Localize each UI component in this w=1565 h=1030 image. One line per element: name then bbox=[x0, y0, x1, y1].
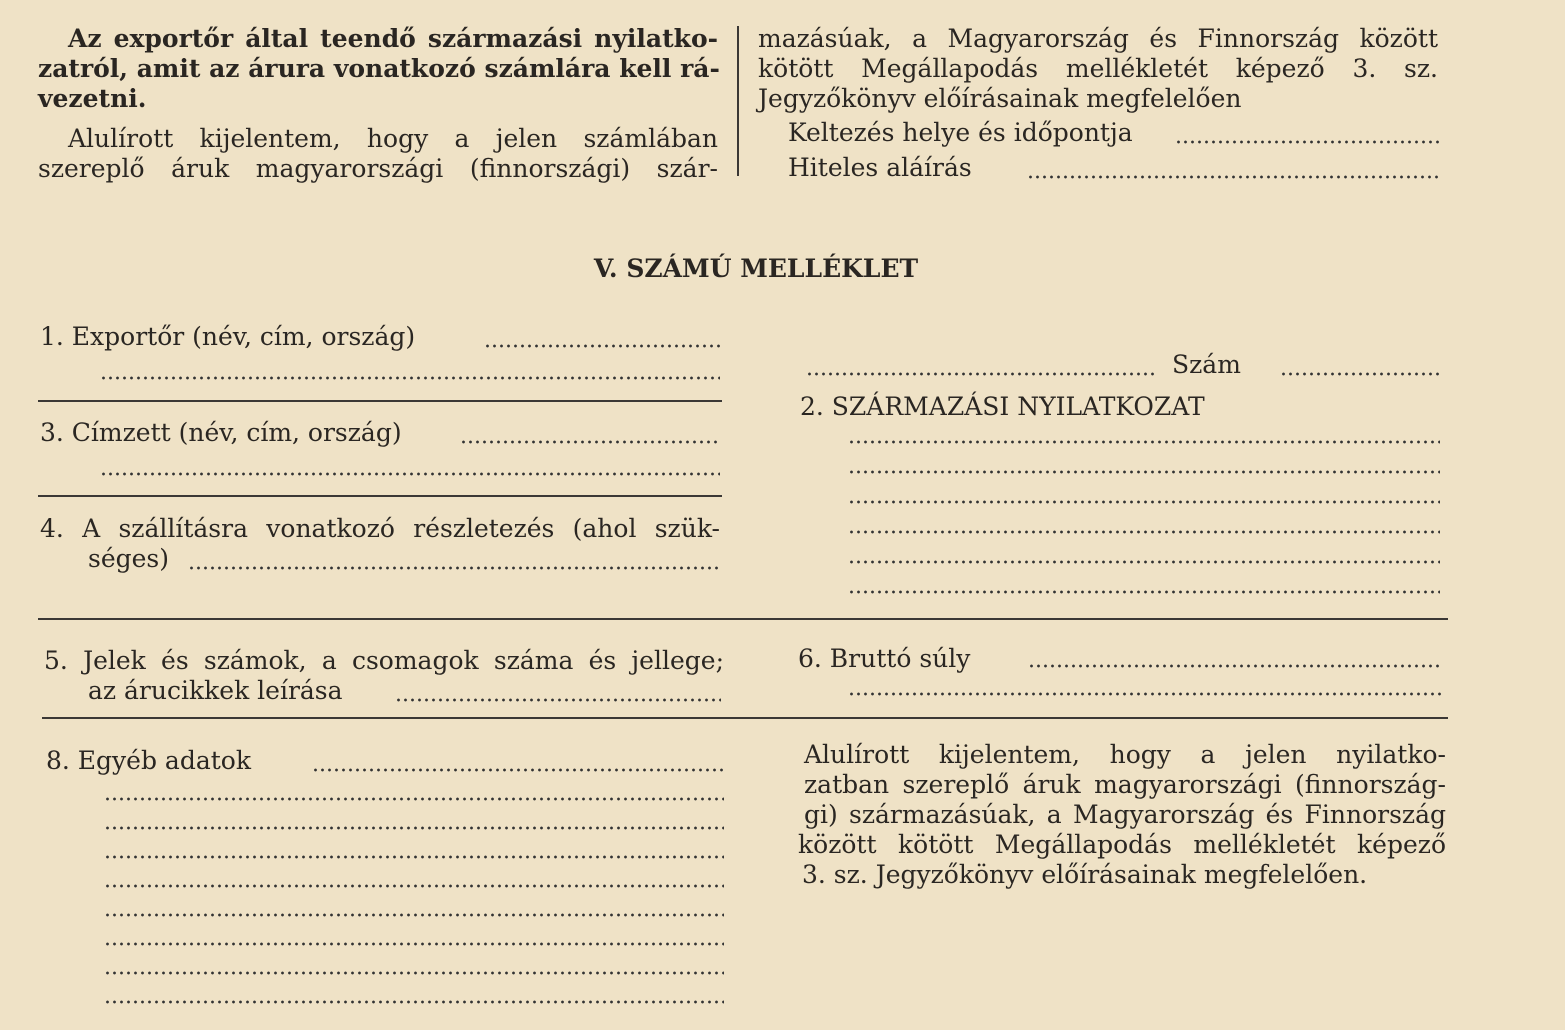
field-3-input-1[interactable] bbox=[460, 440, 720, 444]
top-right-line-3: Jegyzőkönyv előírásainak megfelelően bbox=[758, 84, 1242, 113]
field-3-label: 3. Címzett (név, cím, ország) bbox=[40, 418, 402, 447]
section-rule-2 bbox=[42, 717, 1448, 719]
place-date-label: Keltezés helye és időpontja bbox=[788, 118, 1133, 147]
field-2-input-4[interactable] bbox=[848, 530, 1440, 534]
top-heading-line-3: vezetni. bbox=[38, 84, 147, 113]
field-6-input-1[interactable] bbox=[1028, 664, 1442, 668]
declaration-line-1: Alulírott kijelentem, hogy a jelen nyilatko- bbox=[804, 740, 1446, 769]
section-rule-1 bbox=[38, 618, 1448, 620]
field-1-input-1[interactable] bbox=[484, 344, 720, 348]
field-4-input[interactable] bbox=[188, 566, 720, 570]
field-1-rule bbox=[38, 400, 722, 402]
number-prefix-dots bbox=[806, 372, 1156, 376]
declaration-line-3: gi) származásúak, a Magyarország és Finnország bbox=[804, 800, 1446, 829]
field-8-label: 8. Egyéb adatok bbox=[46, 746, 251, 775]
place-date-field[interactable] bbox=[1175, 140, 1440, 144]
annex-title: V. SZÁMÚ MELLÉKLET bbox=[593, 254, 919, 283]
field-5-label-line-1: 5. Jelek és számok, a csomagok száma és jellege; bbox=[44, 646, 724, 675]
field-8-input-9[interactable] bbox=[104, 1000, 724, 1004]
field-8-input-1[interactable] bbox=[312, 768, 724, 772]
top-body-line-2: szereplő áruk magyarországi (finnországi) szár- bbox=[38, 154, 718, 183]
field-3-input-2[interactable] bbox=[100, 472, 720, 476]
top-right-line-1: mazásúak, a Magyarország és Finnország között bbox=[758, 24, 1438, 53]
field-1-input-2[interactable] bbox=[100, 376, 720, 380]
field-8-input-7[interactable] bbox=[104, 942, 724, 946]
declaration-line-4: között kötött Megállapodás mellékletét képező bbox=[798, 830, 1446, 859]
number-field[interactable] bbox=[1280, 372, 1440, 376]
field-2-input-1[interactable] bbox=[848, 440, 1440, 444]
field-8-input-5[interactable] bbox=[104, 884, 724, 888]
declaration-line-2: zatban szereplő áruk magyarországi (finnország- bbox=[804, 770, 1446, 799]
top-right-line-2: kötött Megállapodás mellékletét képező 3. sz. bbox=[758, 54, 1438, 83]
field-2-input-3[interactable] bbox=[848, 500, 1440, 504]
signature-field[interactable] bbox=[1027, 175, 1440, 179]
field-3-rule bbox=[38, 495, 722, 497]
field-8-input-8[interactable] bbox=[104, 971, 724, 975]
field-5-label-line-2: az árucikkek leírása bbox=[88, 676, 343, 705]
top-heading-line-2: zatról, amit az árura vonatkozó számlára kell rá- bbox=[38, 54, 720, 83]
field-4-label-line-1: 4. A szállításra vonatkozó részletezés (ahol szük- bbox=[40, 514, 720, 543]
field-8-input-4[interactable] bbox=[104, 855, 724, 859]
signature-label: Hiteles aláírás bbox=[788, 153, 972, 182]
field-6-label: 6. Bruttó súly bbox=[798, 644, 971, 673]
field-6-input-2[interactable] bbox=[848, 692, 1442, 696]
field-8-input-6[interactable] bbox=[104, 913, 724, 917]
top-column-divider bbox=[737, 26, 739, 176]
field-2-input-2[interactable] bbox=[848, 470, 1440, 474]
field-2-input-6[interactable] bbox=[848, 590, 1440, 594]
field-2-label: 2. SZÁRMAZÁSI NYILATKOZAT bbox=[800, 392, 1205, 421]
top-heading-line-1: Az exportőr által teendő származási nyilatko- bbox=[68, 24, 718, 53]
number-label: Szám bbox=[1172, 350, 1241, 379]
field-8-input-3[interactable] bbox=[104, 826, 724, 830]
field-5-input[interactable] bbox=[395, 698, 721, 702]
field-4-label-line-2: séges) bbox=[88, 544, 170, 573]
field-8-input-2[interactable] bbox=[104, 797, 724, 801]
top-body-line-1: Alulírott kijelentem, hogy a jelen számlában bbox=[68, 124, 718, 153]
declaration-line-5: 3. sz. Jegyzőkönyv előírásainak megfelelően. bbox=[802, 860, 1368, 889]
field-1-label: 1. Exportőr (név, cím, ország) bbox=[40, 322, 416, 351]
field-2-input-5[interactable] bbox=[848, 560, 1440, 564]
